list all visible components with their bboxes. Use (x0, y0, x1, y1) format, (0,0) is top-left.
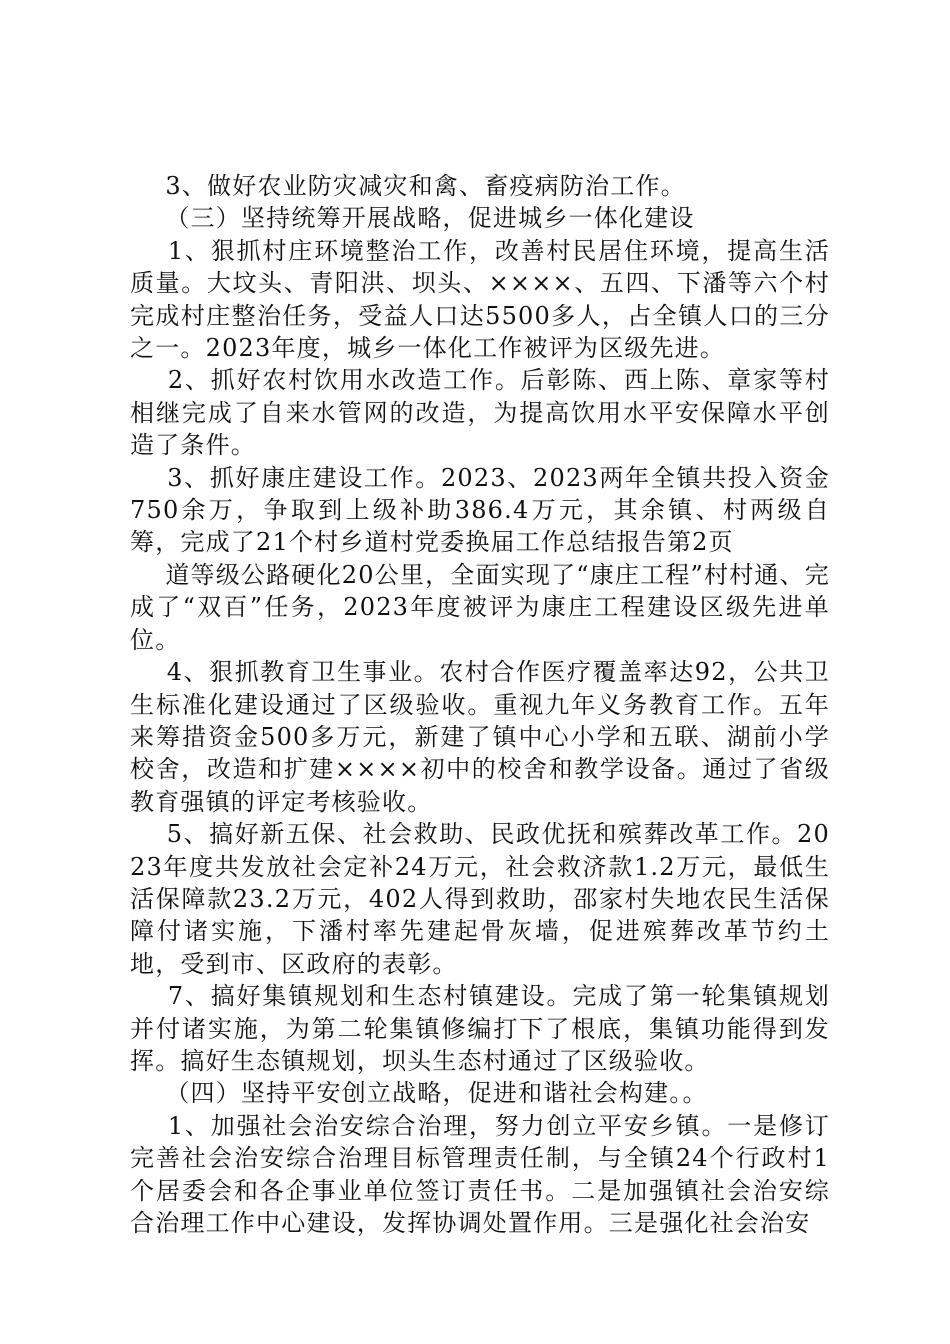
section-heading-3: （三）坚持统筹开展战略，促进城乡一体化建设 (130, 204, 695, 233)
paragraph-drinking-water: 2、抓好农村饮用水改造工作。后彰陈、西上陈、章家等村相继完成了自来水管网的改造，为提高饮用水平安保障水平创造了条件。 (130, 366, 830, 460)
paragraph-kangzhuang-construction: 3、抓好康庄建设工作。2023、2023两年全镇共投入资金750余万，争取到上级补助386.4万元，其余镇、村两级自筹，完成了21个村乡道村党委换届工作总结报告第2页 (130, 463, 830, 557)
document-body (130, 170, 830, 1239)
paragraph-public-security: 1、加强社会治安综合治理，努力创立平安乡镇。一是修订完善社会治安综合治理目标管理责任制，与全镇24个行政村1个居委会和各企事业单位签订责任书。二是加强镇社会治安综合治理工作中心建设，发挥协调处置作用。三是强化社会治安 (130, 1111, 830, 1237)
paragraph-education-health: 4、狠抓教育卫生事业。农村合作医疗覆盖率达92，公共卫生标准化建设通过了区级验收。重视九年义务教育工作。五年来筹措资金500多万元，新建了镇中心小学和五联、湖前小学校舍，改造和扩建××××初中的校舍和教学设备。通过了省级教育强镇的评定考核验收。 (130, 658, 830, 816)
paragraph-road-hardening: 道等级公路硬化20公里，全面实现了“康庄工程”村村通、完成了“双百”任务，2023年度被评为康庄工程建设区级先进单位。 (130, 560, 831, 654)
section-heading-4: （四）坚持平安创立战略，促进和谐社会构建。。 (130, 1079, 708, 1108)
paragraph-village-environment: 1、狠抓村庄环境整治工作，改善村民居住环境，提高生活质量。大坟头、青阳洪、坝头、××××、五四、下潘等六个村完成村庄整治任务，受益人口达5500多人，占全镇人口的三分之一。2023年度，城乡一体化工作被评为区级先进。 (130, 236, 830, 363)
paragraph-social-assistance: 5、搞好新五保、社会救助、民政优抚和殡葬改革工作。2023年度共发放社会定补24万元，社会救济款1.2万元，最低生活保障款23.2万元，402人得到救助，邵家村失地农民生活保障付诸实施，下潘村率先建起骨灰墙，促进殡葬改革节约土地，受到市、区政府的表彰。 (130, 820, 830, 978)
paragraph-town-planning: 7、搞好集镇规划和生态村镇建设。完成了第一轮集镇规划并付诸实施，为第二轮集镇修编打下了根底，集镇功能得到发挥。搞好生态镇规划，坝头生态村通过了区级验收。 (130, 982, 830, 1075)
paragraph-agri-disaster-prevention: 3、做好农业防灾减灾和禽、畜疫病防治工作。 (130, 172, 686, 200)
